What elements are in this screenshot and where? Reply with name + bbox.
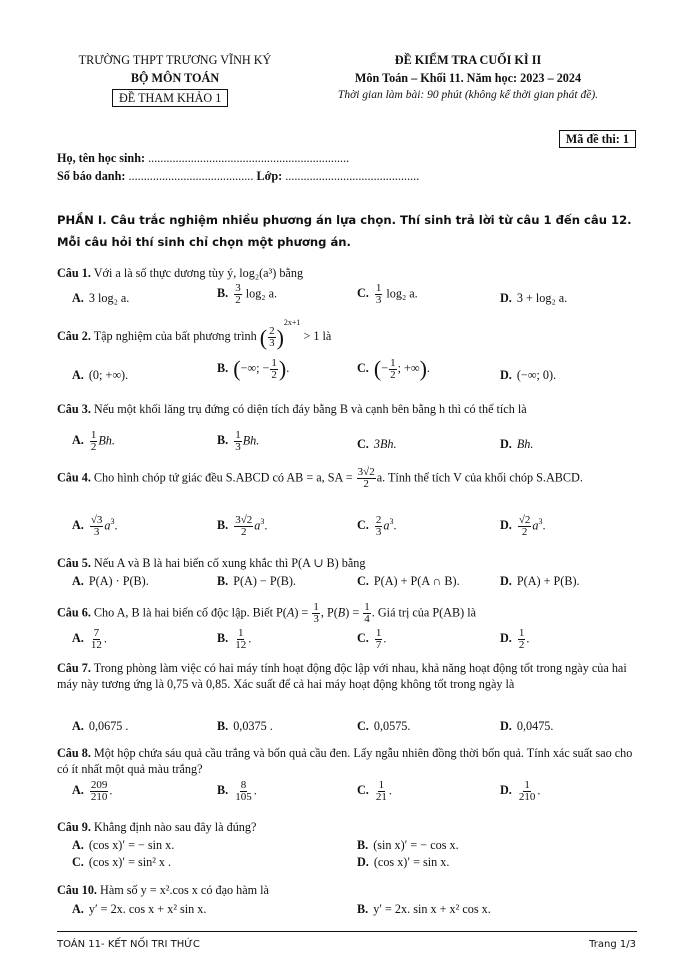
- footer-rule: [57, 931, 637, 932]
- q1-option-c[interactable]: C. $\frac{1}{3}$ log₂ a.: [357, 282, 418, 306]
- q3-option-c[interactable]: C. 3Bh.: [357, 437, 397, 451]
- q6-option-a[interactable]: A. $\frac{7}{12}$ .: [72, 627, 107, 651]
- question-2: Câu 2. Tập nghiệm của bất phương trình ( $\frac{2}{3}$ )$^{2x+1}$ > 1 là: [57, 318, 332, 350]
- department: BỘ MÔN TOÁN: [130, 71, 220, 85]
- q3-option-b[interactable]: B. $\frac{1}{3}$ Bh.: [217, 429, 260, 453]
- q2-option-a[interactable]: A. (0; +∞).: [72, 368, 129, 382]
- question-8: Câu 8. Một hộp chứa sáu quả cầu trắng và bốn quả cầu đen. Lấy ngẫu nhiên đồng thời bốn quả. Tính xác suất sao cho có ít nhất một quả màu trắng?: [57, 746, 633, 776]
- q2-option-d[interactable]: D. (−∞; 0).: [500, 368, 557, 382]
- question-4: Câu 4. Cho hình chóp tứ giác đều S.ABCD có AB = a, SA = $\frac{3√2}{2}$ a. Tính thể tích V của khối chóp S.ABCD.: [57, 466, 583, 490]
- question-5: Câu 5. Nếu A và B là hai biến cố xung khắc thì P(A ∪ B) bằng: [57, 556, 366, 570]
- q5-option-a[interactable]: A. P(A) · P(B).: [72, 574, 149, 588]
- q7-option-a[interactable]: A. 0,0675 .: [72, 719, 129, 733]
- q5-option-c[interactable]: C. P(A) + P(A ∩ B).: [357, 574, 460, 588]
- exam-time: Thời gian làm bài: 90 phút (không kể thời gian phát đề).: [337, 89, 599, 101]
- q3-option-a[interactable]: A. $\frac{1}{2}$ Bh.: [72, 429, 115, 453]
- question-6: Câu 6. Cho A, B là hai biến cố độc lập. Biết P(A) = $\frac{1}{3}$ , P(B) = $\frac{1}{4}$ . Giá trị của P(AB) là: [57, 601, 477, 625]
- student-name-line: Họ, tên học sinh: ..................................................................: [57, 151, 350, 165]
- q4-option-c[interactable]: C. $\frac{2}{3}$ $a^3$.: [357, 514, 397, 538]
- q10-option-b[interactable]: B. y′ = 2x. sin x + x² cos x.: [357, 902, 491, 916]
- q10-option-a[interactable]: A. y′ = 2x. cos x + x² sin x.: [72, 902, 207, 916]
- reference-badge: ĐỀ THAM KHẢO 1: [112, 91, 228, 106]
- q7-option-b[interactable]: B. 0,0375 .: [217, 719, 273, 733]
- q8-option-b[interactable]: B. $\frac{8}{105}$ .: [217, 779, 257, 803]
- question-3: Câu 3. Nếu một khối lăng trụ đứng có diện tích đáy bằng B và cạnh bên bằng h thì có thể tích là: [57, 402, 527, 416]
- question-1: Câu 1. Với a là số thực dương tùy ý, log₂(a³) bằng: [57, 266, 304, 280]
- school-name: TRƯỜNG THPT TRƯƠNG VĨNH KÝ: [78, 53, 272, 67]
- q2-option-c[interactable]: C. (− $\frac{1}{2}$ ; +∞).: [357, 356, 430, 381]
- q7-option-d[interactable]: D. 0,0475.: [500, 719, 554, 733]
- q4-option-b[interactable]: B. $\frac{3√2}{2}$ $a^3$.: [217, 514, 268, 538]
- q9-option-a[interactable]: A. (cos x)′ = − sin x.: [72, 838, 175, 852]
- q4-option-d[interactable]: D. $\frac{√2}{2}$ $a^3$.: [500, 514, 546, 538]
- q2-option-b[interactable]: B. (−∞; − $\frac{1}{2}$ ).: [217, 356, 290, 381]
- exam-subject: Môn Toán – Khối 11. Năm học: 2023 – 2024: [354, 71, 582, 85]
- part1-heading: PHẦN I. Câu trắc nghiệm nhiều phương án lựa chọn. Thí sinh trả lời từ câu 1 đến câu 12.: [57, 213, 632, 227]
- q1-option-d[interactable]: D. 3 + log₂ a.: [500, 291, 568, 305]
- q6-option-b[interactable]: B. $\frac{1}{12}$ .: [217, 627, 252, 651]
- q9-option-d[interactable]: D. (cos x)′ = sin x.: [357, 855, 450, 869]
- q6-option-c[interactable]: C. $\frac{1}{7}$ .: [357, 627, 387, 651]
- part1-instruction: Mỗi câu hỏi thí sinh chỉ chọn một phương án.: [57, 235, 351, 249]
- q9-option-b[interactable]: B. (sin x)′ = − cos x.: [357, 838, 459, 852]
- student-id-line: Số báo danh: ......................................... Lớp: ............................................: [57, 169, 420, 183]
- question-10: Câu 10. Hàm số y = x².cos x có đạo hàm là: [57, 883, 269, 897]
- q5-option-b[interactable]: B. P(A) − P(B).: [217, 574, 296, 588]
- question-7: Câu 7. Trong phòng làm việc có hai máy tính hoạt động độc lập với nhau, khả năng hoạt động tốt trong ngày của hai máy này tương ứng là 0,75 và 0,85. Xác suất để cả hai máy hoạt động không tốt trong ngày là: [57, 661, 627, 691]
- q4-option-a[interactable]: A. $\frac{√3}{3}$ $a^3$.: [72, 514, 118, 538]
- q7-option-c[interactable]: C. 0,0575.: [357, 719, 411, 733]
- q6-option-d[interactable]: D. $\frac{1}{2}$ .: [500, 627, 530, 651]
- q5-option-d[interactable]: D. P(A) + P(B).: [500, 574, 580, 588]
- q3-option-d[interactable]: D. Bh.: [500, 437, 534, 451]
- exam-code: Mã đề thi: 1: [559, 132, 636, 147]
- q8-option-c[interactable]: C. $\frac{1}{21}$ .: [357, 779, 392, 803]
- q8-option-d[interactable]: D. $\frac{1}{210}$ .: [500, 779, 541, 803]
- q1-option-a[interactable]: A. 3 log₂ a.: [72, 291, 130, 305]
- q8-option-a[interactable]: A. $\frac{209}{210}$ .: [72, 779, 113, 803]
- q1-option-b[interactable]: B. $\frac{3}{2}$ log₂ a.: [217, 282, 278, 306]
- footer-left: TOÁN 11- KẾT NỐI TRI THỨC: [57, 939, 200, 950]
- exam-title: ĐỀ KIỂM TRA CUỐI KÌ II: [394, 53, 542, 67]
- footer-page-number: Trang 1/3: [589, 939, 636, 950]
- question-9: Câu 9. Khẳng định nào sau đây là đúng?: [57, 820, 257, 834]
- q9-option-c[interactable]: C. (cos x)′ = sin² x .: [72, 855, 172, 869]
